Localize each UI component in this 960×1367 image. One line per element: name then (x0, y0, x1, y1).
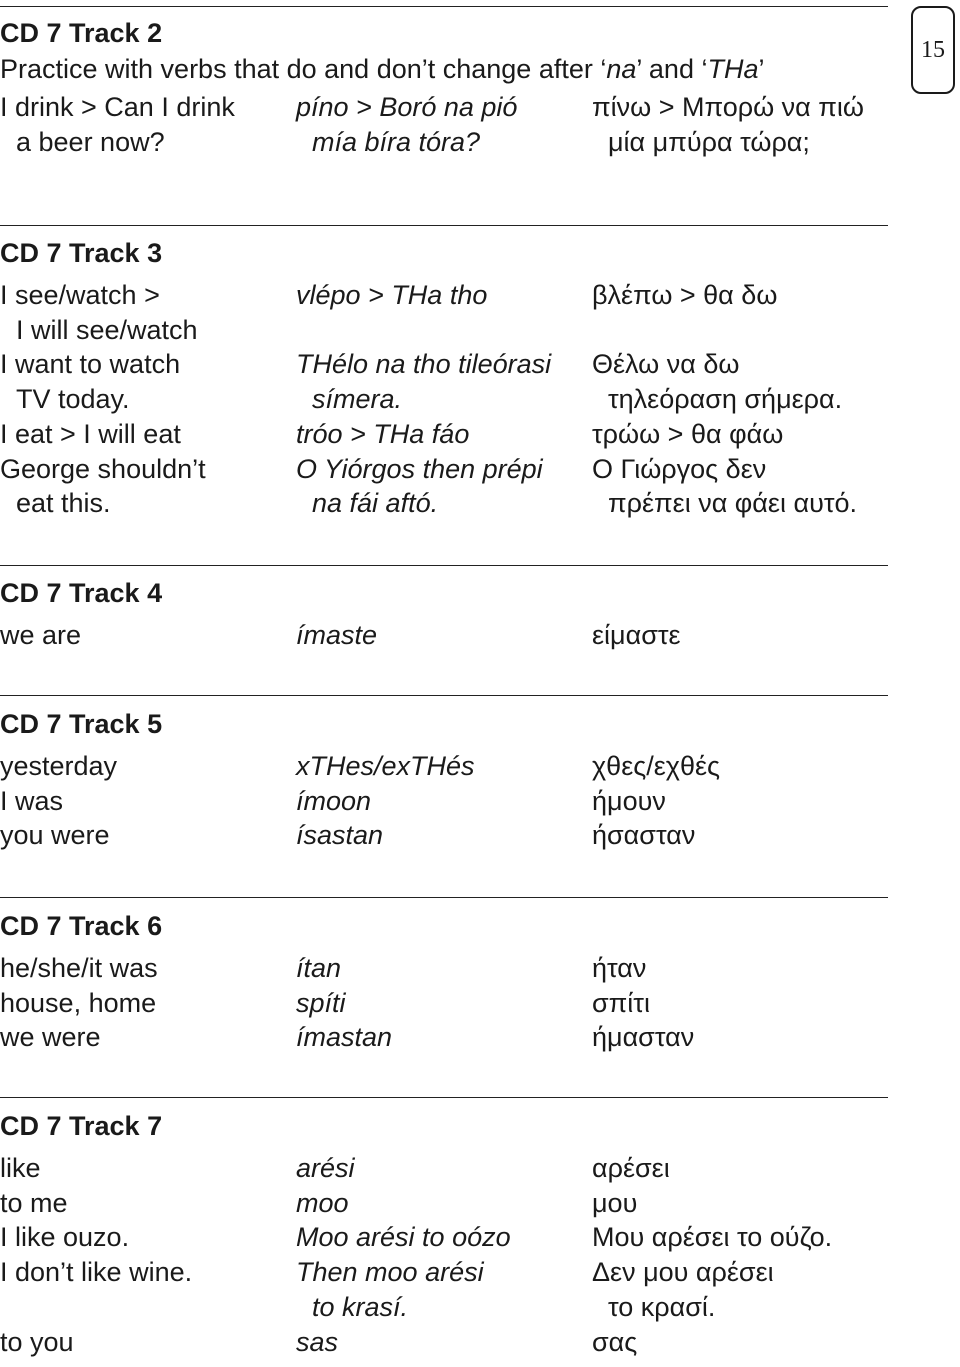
transliteration-text: píno > Boró na pió (296, 92, 518, 122)
greek-text: τηλεόραση σήμερα. (608, 384, 843, 415)
transliteration-text: ímoon (296, 785, 372, 816)
english-text: TV today. (16, 384, 130, 415)
section-track-6 (0, 893, 900, 1055)
transliteration-text: mía bíra tóra? (312, 126, 481, 157)
transliteration-text: THélo na tho tileórasi (296, 349, 552, 380)
greek-text: ήμουν (592, 785, 666, 816)
english-text: George shouldn’t (0, 453, 206, 484)
greek-text: ήταν (592, 953, 647, 983)
transliteration-text: to krasí. (312, 1291, 409, 1322)
transliteration-text: moo (296, 1187, 349, 1218)
transliteration-text: spíti (296, 987, 346, 1018)
page-number: 15 (921, 36, 945, 63)
english-text: I eat > I will eat (0, 418, 181, 449)
vocab-row (0, 618, 900, 653)
transliteration-text: Moo arési to oózo (296, 1222, 511, 1253)
vocab-row (0, 347, 900, 416)
greek-text: Θέλω να δω (592, 349, 740, 380)
vocab-row (0, 90, 900, 159)
greek-column (592, 90, 900, 159)
greek-text: τρώω > θα φάω (592, 418, 784, 449)
greek-text: το κρασί. (608, 1291, 716, 1322)
transliteration-column (296, 90, 592, 159)
transliteration-text: xTHes/exTHés (296, 751, 475, 781)
section-track-5 (0, 691, 900, 853)
english-text: I drink > Can I drink (0, 92, 235, 122)
transliteration-text: Then moo arési (296, 1257, 484, 1288)
english-text: a beer now? (16, 126, 165, 157)
section-title: CD 7 Track 7 (0, 1111, 163, 1141)
transliteration-text: vlépo > THa tho (296, 280, 488, 310)
greek-text: μου (592, 1187, 638, 1218)
vocab-row (0, 1020, 900, 1055)
english-text: house, home (0, 987, 157, 1018)
section-title: CD 7 Track 3 (0, 238, 163, 268)
english-text: we were (0, 1022, 101, 1053)
vocab-row (0, 784, 900, 819)
english-text: to me (0, 1187, 68, 1218)
english-text: you were (0, 820, 110, 851)
greek-text: είμαστε (592, 620, 681, 650)
english-text: I want to watch (0, 349, 181, 380)
transliteration-text: O Yiórgos then prépi (296, 453, 543, 484)
greek-text: πρέπει να φάει αυτό. (608, 488, 858, 519)
greek-text: ήμασταν (592, 1022, 695, 1053)
section-track-7 (0, 1093, 900, 1359)
english-text: yesterday (0, 751, 118, 781)
greek-text: Ο Γιώργος δεν (592, 453, 767, 484)
greek-text: πίνω > Μπορώ να πιώ (592, 92, 864, 122)
vocab-row (0, 278, 900, 347)
vocab-row (0, 1186, 900, 1221)
section-title: CD 7 Track 5 (0, 709, 163, 739)
vocab-row (0, 986, 900, 1021)
transliteration-text: tróo > THa fáo (296, 418, 470, 449)
greek-text: σπίτι (592, 987, 650, 1018)
english-text: I see/watch > (0, 280, 160, 310)
section-subtitle: Practice with verbs that do and don’t change after ‘na’ and ‘THa’ (0, 54, 765, 84)
greek-text: μία μπύρα τώρα; (608, 126, 810, 157)
page-number-tab (911, 6, 955, 94)
english-text: I like ouzo. (0, 1222, 130, 1253)
section-title: CD 7 Track 2 (0, 18, 163, 48)
vocab-row (0, 818, 900, 853)
transliteration-text: ítan (296, 953, 342, 983)
vocab-row (0, 1151, 900, 1186)
english-column (0, 90, 296, 159)
transliteration-text: na fái aftó. (312, 488, 439, 519)
vocab-row (0, 1220, 900, 1255)
transliteration-text: ímaste (296, 620, 378, 650)
greek-text: σας (592, 1326, 638, 1357)
english-text: eat this. (16, 488, 111, 519)
section-track-2 (0, 0, 900, 159)
english-text: to you (0, 1326, 74, 1357)
vocab-row (0, 1325, 900, 1360)
vocab-row (0, 452, 900, 521)
greek-text: Μου αρέσει το ούζο. (592, 1222, 833, 1253)
greek-text: βλέπω > θα δω (592, 280, 778, 310)
english-text: we are (0, 620, 82, 650)
vocab-row (0, 417, 900, 452)
section-track-4 (0, 560, 900, 653)
transliteration-text: arési (296, 1153, 355, 1183)
transliteration-text: símera. (312, 384, 403, 415)
greek-text: αρέσει (592, 1153, 670, 1183)
english-text: he/she/it was (0, 953, 158, 983)
english-text: like (0, 1153, 41, 1183)
greek-text: χθες/εχθές (592, 751, 721, 781)
english-text: I don’t like wine. (0, 1257, 193, 1288)
section-track-3 (0, 220, 900, 521)
vocab-row (0, 749, 900, 784)
vocab-row (0, 951, 900, 986)
transliteration-text: ímastan (296, 1022, 393, 1053)
english-text: I will see/watch (16, 314, 198, 345)
english-text: I was (0, 785, 64, 816)
section-title: CD 7 Track 6 (0, 911, 163, 941)
section-title: CD 7 Track 4 (0, 578, 163, 608)
transliteration-text: ísastan (296, 820, 384, 851)
greek-text: Δεν μου αρέσει (592, 1257, 774, 1288)
greek-text: ήσασταν (592, 820, 696, 851)
transliteration-text: sas (296, 1326, 339, 1357)
vocab-row (0, 1255, 900, 1324)
